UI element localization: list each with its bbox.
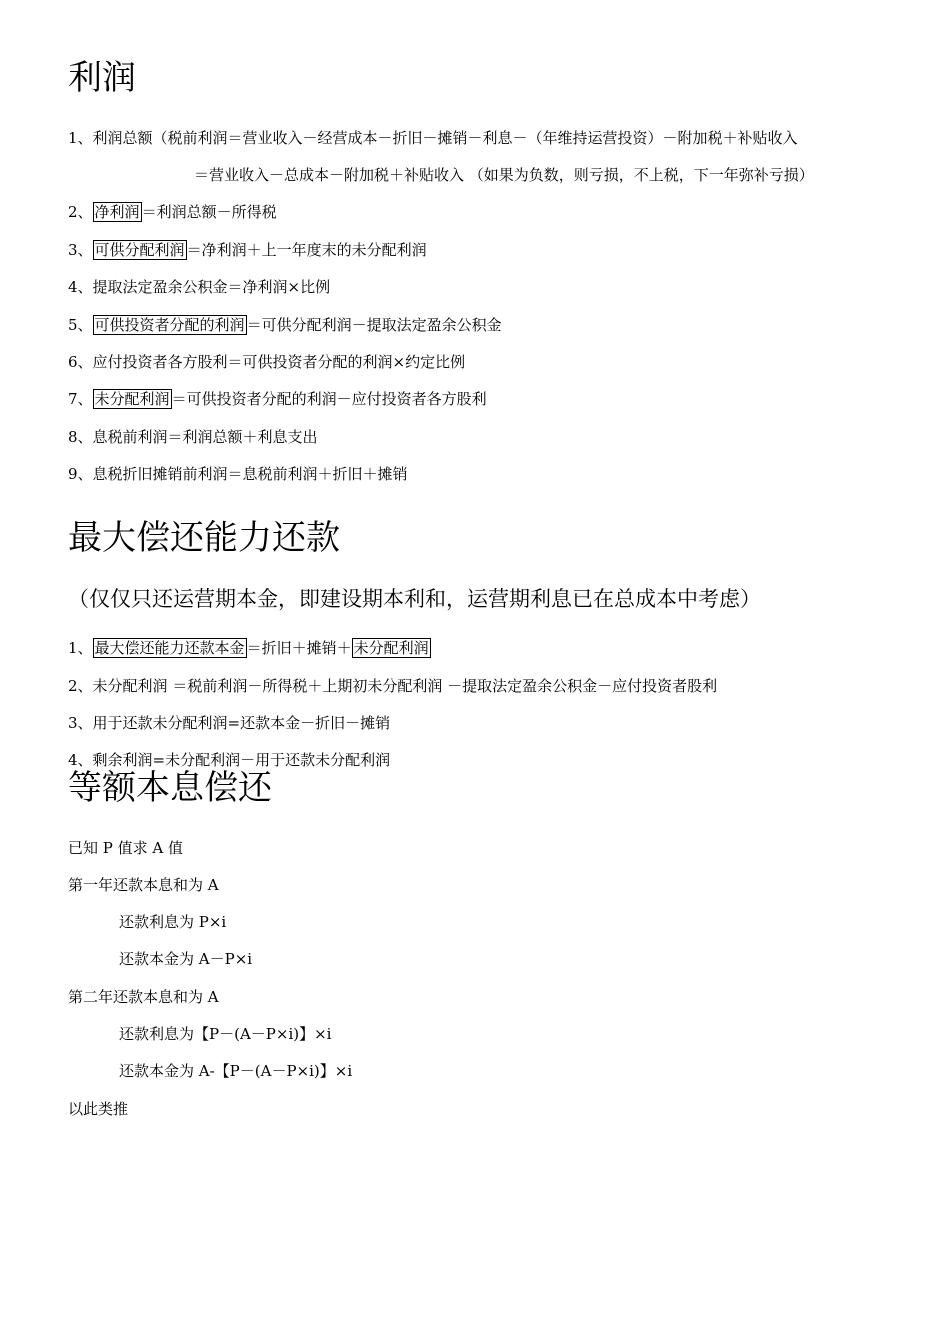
list-item: 已知 P 值求 A 值: [68, 839, 183, 857]
item-number: 2、: [68, 203, 93, 221]
item-text: 息税折旧摊销前利润＝息税前利润＋折旧＋摊销: [92, 465, 408, 483]
item-text: 提取法定盈余公积金＝净利润×比例: [92, 278, 331, 296]
boxed-term: 最大偿还能力还款本金: [94, 639, 245, 657]
list-item: [68, 713, 390, 733]
list-item: [68, 750, 390, 770]
section-title-equal-installment: 等额本息偿还: [68, 768, 272, 808]
list-item: [68, 464, 408, 484]
list-item: [68, 277, 330, 297]
boxed-term: 净利润: [94, 203, 140, 221]
boxed-term: 可供分配利润: [94, 241, 185, 259]
section-title-profit: 利润: [68, 58, 136, 98]
list-item: [68, 240, 427, 260]
list-item: [68, 315, 502, 335]
list-item: 还款本金为 A－P×i: [119, 950, 253, 968]
item-number: 5、: [68, 316, 93, 334]
item-number: 3、: [68, 241, 93, 259]
list-item: 还款利息为 P×i: [119, 913, 227, 931]
item-text: ＝可供分配利润－提取法定盈余公积金: [246, 316, 502, 334]
item-text: ＝可供投资者分配的利润－应付投资者各方股利: [171, 390, 487, 408]
boxed-term: 未分配利润: [94, 390, 170, 408]
section-subtitle: （仅仅只还运营期本金，即建设期本利和，运营期利息已在总成本中考虑）: [68, 587, 761, 611]
item-number: 8、: [68, 428, 93, 446]
item-number: 2、: [68, 677, 93, 695]
item-number: 6、: [68, 353, 93, 371]
item-text: 利润总额（税前利润＝营业收入－经营成本－折旧－摊销－利息－（年维持运营投资）－附加税＋补贴收入: [92, 129, 798, 147]
item-number: 3、: [68, 714, 93, 732]
list-item: [68, 352, 465, 372]
section-title-max-repay: 最大偿还能力还款: [68, 518, 340, 558]
item-number: 1、: [68, 639, 93, 657]
list-item: [68, 676, 717, 696]
item-text: ＝营业收入－总成本－附加税＋补贴收入 （如果为负数，则亏损，不上税，下一年弥补亏损）: [194, 166, 814, 184]
item-number: 1、: [68, 129, 93, 147]
item-text: ＝净利润＋上一年度末的未分配利润: [186, 241, 427, 259]
item-text: ＝利润总额－所得税: [141, 203, 277, 221]
list-item: [68, 389, 487, 409]
list-item: [68, 427, 318, 447]
list-item: [194, 165, 814, 185]
list-item: 还款利息为【P－(A－P×i)】×i: [119, 1025, 332, 1043]
item-text: 剩余利润=未分配利润－用于还款未分配利润: [92, 751, 391, 769]
list-item: [68, 638, 431, 658]
item-text: 息税前利润＝利润总额＋利息支出: [92, 428, 318, 446]
item-text: ＝折旧＋摊销＋: [246, 639, 352, 657]
boxed-term: 可供投资者分配的利润: [94, 316, 245, 334]
item-text: 应付投资者各方股利＝可供投资者分配的利润×约定比例: [92, 353, 466, 371]
list-item: 还款本金为 A-【P－(A－P×i)】×i: [119, 1062, 353, 1080]
item-text: 未分配利润 ＝税前利润－所得税＋上期初未分配利润 －提取法定盈余公积金－应付投资者股利: [92, 677, 718, 695]
list-item: [68, 128, 798, 148]
list-item: 第二年还款本息和为 A: [68, 988, 219, 1006]
boxed-term: 未分配利润: [353, 639, 429, 657]
item-text: 用于还款未分配利润=还款本金－折旧－摊销: [92, 714, 391, 732]
item-number: 4、: [68, 751, 93, 769]
item-number: 7、: [68, 390, 93, 408]
item-number: 4、: [68, 278, 93, 296]
list-item: 第一年还款本息和为 A: [68, 876, 219, 894]
list-item: [68, 202, 277, 222]
list-item: 以此类推: [68, 1100, 129, 1118]
item-number: 9、: [68, 465, 93, 483]
